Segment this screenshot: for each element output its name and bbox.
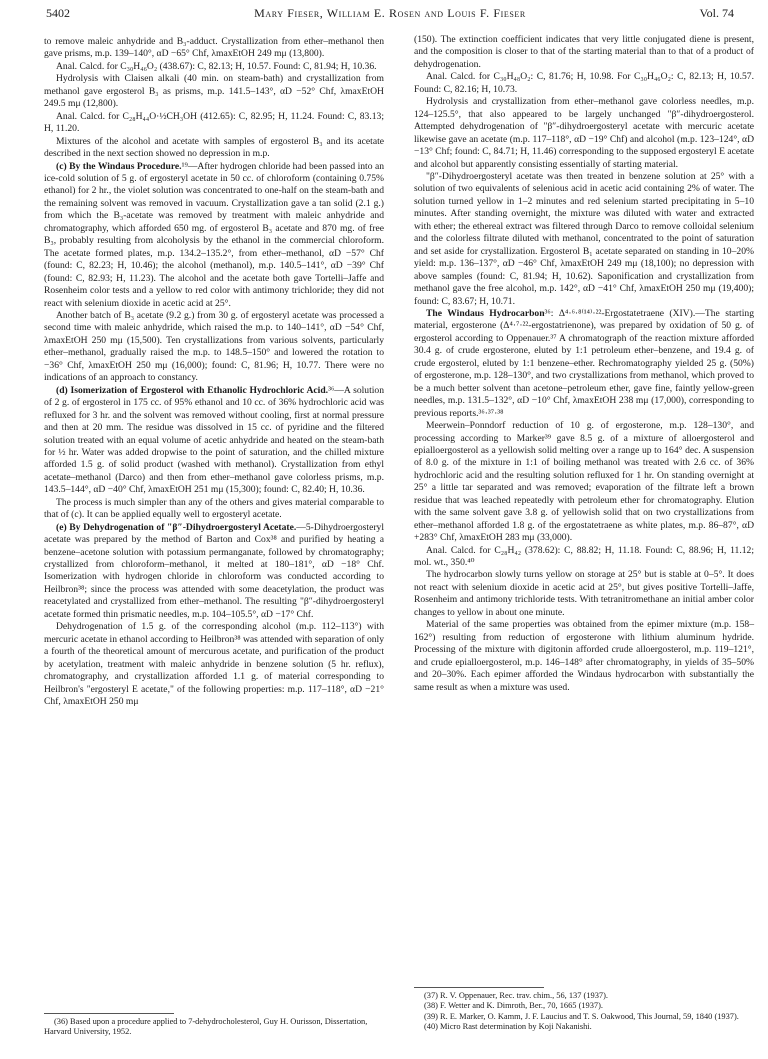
paragraph	[414, 34, 754, 71]
paragraph-text: Anal. Calcd. for C₃₀H₄₈O₂: C, 81.76; H, 10.98. For C₃₀H₄₆O₂: C, 82.13; H, 10.57. Found: C, 82.16; H, 10.73.	[414, 71, 754, 95]
paragraph-text: Mixtures of the alcohol and acetate with samples of ergosterol B₃ and its acetate described in the next section showed no depression in m.p.	[44, 135, 384, 160]
paragraph	[44, 111, 384, 136]
left-column	[44, 36, 384, 708]
paragraph	[44, 522, 384, 622]
footnote: (37) R. V. Oppenauer, Rec. trav. chim., 56, 137 (1937).	[424, 991, 608, 1000]
page-number: 5402	[46, 6, 70, 20]
paragraph-text: Anal. Calcd. for C₂₈H₄₂ (378.62): C, 88.82; H, 11.18. Found: C, 88.96; H, 11.12; mol. wt., 350.⁴⁰	[414, 544, 754, 569]
paragraph-text: ³⁶—A solution of 2 g. of ergosterol in 175 cc. of 95% ethanol and 10 cc. of 36% hydrochloric acid was refluxed for 3 hr. and the solvent was removed without cooling, first at normal pressure and then at 20 mm. The residue was dissolved in 15 cc. of pyridine and the filtered solution treated with an equal volume of acetic anhydride and heated on the steam-bath for ½ hr. Water was added dropwise to the point of saturation, and the chilled mixture afforded 1.5 g. of solid product (washed with methanol). Crystallization from ethyl acetate–methanol (Darco) and then from ether–methanol gave colorless prisms, m.p. 143.5–144°, αD −40° Chf, λmaxEtOH 251 mμ (15,300); found: C, 82.40; H, 10.36.	[44, 384, 384, 496]
section-heading: (e) By Dehydrogenation of "β″-Dihydroergosteryl Acetate.	[56, 521, 297, 533]
paragraph	[44, 385, 384, 497]
paragraph	[44, 310, 384, 385]
paragraph	[414, 545, 754, 570]
paragraph-text: ³⁶: Δ⁴·⁶·⁸⁽¹⁴⁾·²²-Ergostatetraene (XIV).—The starting material, ergosterone (Δ⁴·⁷·²²-ergostatrienone), was prepared by oxidation of 50 g. of ergosterol according to Oppenauer.³⁷ A chromatograph of the reaction mixture afforded 30.4 g. of crude ergosterone, eluted by 1:1 petroleum ether–benzene, and 19.4 g. of crude ergosterol, eluted by 1:1 benzene–ether. Rechromatography yielded 25 g. (50%) of ergosterone, m.p. 128–130°, and two crystallizations from methanol, which proved to be a much better solvent than acetone–petroleum ether, gave fine, faintly yellow-green needles, m.p. 131.5–132°, αD −10° Chf, λmaxEtOH 238 mμ (17,000), corresponding to previous reports.³⁶·³⁷·³⁸	[414, 307, 754, 419]
paragraph	[414, 308, 754, 420]
paragraph-text: Hydrolysis and crystallization from ether–methanol gave colorless needles, m.p. 124–125.5°, that also appeared to be largely unchanged "β″-dihydroergosterol. Attempted dehydrogenation of "β″-dihydroergosteryl acetate with mercuric acetate likewise gave an acetate (m.p. 117–118°, αD −19° Chf) and alcohol (m.p. 123–124°, αD −13° Chf; found: C, 84.71; H, 11.46) corresponding to the supposed ergosteryl E acetate and alcohol but apparently consisting essentially of starting material.	[414, 96, 754, 170]
paragraph	[414, 96, 754, 171]
paragraph	[414, 171, 754, 308]
paragraph-text: Meerwein–Ponndorf reduction of 10 g. of ergosterone, m.p. 128–130°, and processing according to Marker³⁹ gave 8.5 g. of a mixture of alloergosterol and epialloergosterol as a yellowish solid melting over a range up to 164° dec. A suspension of 8.0 g. of the mixture in 1:1 of boiling methanol was treated with 2.6 cc. of 36% hydrochloric acid and the resulting solution refluxed for 1 hr. On standing overnight at 25° a little tar separated and was removed; evaporation of the filtrate left a brown residue that was leached repeatedly with petroleum ether for chromatography. Elution with the same solvent gave 3.8 g. of yellowish solid that on two crystallizations from ether–methanol afforded 1.8 g. of the ergostatetraene as white plates, m.p. 86–87°, αD +283° Chf, λmaxEtOH 283 mμ (33,000).	[414, 420, 754, 544]
paragraph-text: ¹⁹—After hydrogen chloride had been passed into an ice-cold solution of 5 g. of ergosteryl acetate in 50 cc. of chloroform (containing 0.75% ethanol) for 2 hr., the violet solution was concentrated to one-half on the steam-bath and the remaining solvent was removed in vacuum. Crystallization gave a tan solid (2.1 g.) from which the B₃-acetate was removed by treatment with maleic anhydride and chromatography, which afforded 650 mg. of ergosterol B₃ acetate and 870 mg. of free B₃, probably resulting from alcoholysis by the ethanol in the commercial chloroform. The acetate formed plates, m.p. 134.2–135.2°, from ether–methanol, αD −57° Chf (found: C, 82.23; H, 10.46); the alcohol (methanol), m.p. 140.5–141°, αD −39° Chf (found: C, 82.93; H, 11.23). The alcohol and the acetate both gave Tortelli–Jaffe and Rosenheim color tests and a yellow to red color with antimony trichloride; they did not react with selenium dioxide in acetic acid at 25°.	[44, 160, 384, 309]
section-heading: (c) By the Windaus Procedure.	[56, 160, 182, 172]
paragraph-text: The hydrocarbon slowly turns yellow on storage at 25° but is stable at 0–5°. It does not react with selenium dioxide in acetic acid at 25°, but gives positive Tortelli–Jaffe, Rosenheim and antimony trichloride tests. With tetranitromethane an initial amber color changes to yellow in about one minute.	[414, 569, 754, 618]
paragraph	[414, 420, 754, 545]
paragraph	[414, 619, 754, 694]
footnote: (36) Based upon a procedure applied to 7-dehydrocholesterol, Guy H. Ourisson, Dissertation, Harvard University, 1952.	[44, 1017, 368, 1037]
paragraph-text: The process is much simpler than any of the others and gives material comparable to that of (c). It can be applied equally well to ergosteryl acetate.	[44, 496, 384, 521]
paragraph	[44, 621, 384, 708]
footnotes-left	[44, 1017, 384, 1038]
paragraph	[414, 71, 754, 96]
paragraph-text: "β″-Dihydroergosteryl acetate was then treated in benzene solution at 25° with a solution of two equivalents of selenious acid in acetic acid containing 2% of water. The solution turned yellow in 1–2 minutes and red selenium started precipitating in 5–10 minutes. After standing overnight, the mixture was diluted with water and extracted with ether; the ethereal extract was filtered through Darco to remove colloidal selenium and the colorless filtrate diluted with methanol, concentrated to the point of saturation and set aside for crystallization. Ergosterol B₁ acetate separated on standing in 10–20% yield: m.p. 136–137°, αD −46° Chf, λmaxEtOH 249 mμ (18,100); no depression with above samples (found: C, 81.94; H, 10.62). Saponification and crystallization from methanol gave the free alcohol, m.p. 142°, αD −41° Chf, λmaxEtOH 250 mμ (19,400); found: C, 83.67; H, 10.71.	[414, 170, 754, 307]
section-heading: The Windaus Hydrocarbon	[426, 307, 545, 319]
paragraph	[44, 73, 384, 110]
paragraph-text: to remove maleic anhydride and B₃-adduct. Crystallization from ether–methanol then gave prisms, m.p. 139–140°, αD −65° Chf, λmaxEtOH 249 mμ (13,800).	[44, 36, 384, 60]
paragraph	[44, 136, 384, 161]
paragraph	[44, 61, 384, 73]
paragraph-text: Hydrolysis with Claisen alkali (40 min. on steam-bath) and crystallization from methanol gave ergosterol B₃ as prisms, m.p. 141.5–143°, αD −52° Chf, λmaxEtOH 249.5 mμ (12,800).	[44, 73, 384, 110]
paragraph	[44, 161, 384, 310]
footnote: (38) F. Wetter and K. Dimroth, Ber., 70, 1665 (1937).	[424, 1001, 603, 1011]
paragraph-text: Another batch of B₃ acetate (9.2 g.) from 30 g. of ergosteryl acetate was processed a second time with maleic anhydride, which raised the m.p. to 140–141°, αD −54° Chf, λmaxEtOH 250 mμ (15,500). Ten crystallizations from various solvents, particularly ether–methanol, gradually raised the m.p. to 148.5–150° and lowered the rotation to −36° Chf, λmaxEtOH 250 mμ (16,000); found: C, 81.96; H, 10.77. There were no indications of an approach to constancy.	[44, 309, 384, 384]
volume-label: Vol. 74	[699, 6, 734, 20]
footnote-rule-left	[44, 1013, 174, 1014]
running-header	[46, 6, 734, 24]
footnote-rule-right	[414, 987, 544, 988]
paragraph-text: Anal. Calcd. for C₂₈H₄₄O·½CH₃OH (412.65): C, 82.95; H, 11.24. Found: C, 83.13; H, 11.20.	[44, 110, 384, 135]
section-heading: (d) Isomerization of Ergosterol with Ethanolic Hydrochloric Acid.	[56, 384, 329, 396]
footnote: (39) R. E. Marker, O. Kamm, J. F. Laucius and T. S. Oakwood, This Journal, 59, 1840 (1937).	[424, 1011, 739, 1021]
running-authors: Mary Fieser, William E. Rosen and Louis F. Fieser	[254, 6, 526, 20]
right-column	[414, 34, 754, 694]
paragraph-text: —5-Dihydroergosteryl acetate was prepared by the method of Barton and Cox³⁸ and purified by heating a benzene–acetone solution with potassium permanganate, followed by chromatography; crystallized from chloroform–methanol, it melted at 180–181°, αD −18° Chf. Isomerization with hydrogen chloride in chloroform was conducted according to Heilbron³⁸; since the process was attended with some deacetylation, the product was reacetylated and crystallized from ether–methanol. The resulting "β″-dihydroergosteryl acetate formed thin prismatic needles, m.p. 104–105.5°, αD −17° Chf.	[44, 521, 384, 620]
paragraph	[414, 569, 754, 619]
footnotes-right	[414, 991, 754, 1033]
paragraph	[44, 497, 384, 522]
footnote: (40) Micro Rast determination by Koji Nakanishi.	[424, 1022, 592, 1032]
paragraph-text: (150). The extinction coefficient indicates that very little conjugated diene is present, and the composition is closer to that of the starting material than to that of a product of dehydrogenation.	[414, 34, 754, 70]
paragraph-text: Material of the same properties was obtained from the epimer mixture (m.p. 158–162°) resulting from reduction of ergosterone with lithium aluminum hydride. Processing of the mixture with digitonin afforded crude alloergosterol, m.p. 119–121°, and crude epialloergosterol, m.p. 146–148° after chromatography, in yields of 35–50% and 20–30%. Each epimer afforded the Windaus hydrocarbon with substantially the same result as when a mixture was used.	[414, 619, 754, 693]
paragraph	[44, 36, 384, 61]
paragraph-text: Anal. Calcd. for C₃₀H₄₆O₂ (438.67): C, 82.13; H, 10.57. Found: C, 81.94; H, 10.36.	[56, 60, 377, 72]
paragraph-text: Dehydrogenation of 1.5 g. of the corresponding alcohol (m.p. 112–113°) with mercuric acetate in ethanol according to Heilbron³⁸ was attended with separation of only a fourth of the theoretical amount of mercurous acetate, and purification of the product by acetylation, treatment with maleic anhydride in benzene solution (5 hr. reflux), chromatography, and crystallization afforded 1.1 g. of material corresponding to Heilbron's "ergosteryl E acetate," of the following properties: m.p. 117–118°, αD −21° Chf, λmaxEtOH 250 mμ	[44, 621, 384, 708]
